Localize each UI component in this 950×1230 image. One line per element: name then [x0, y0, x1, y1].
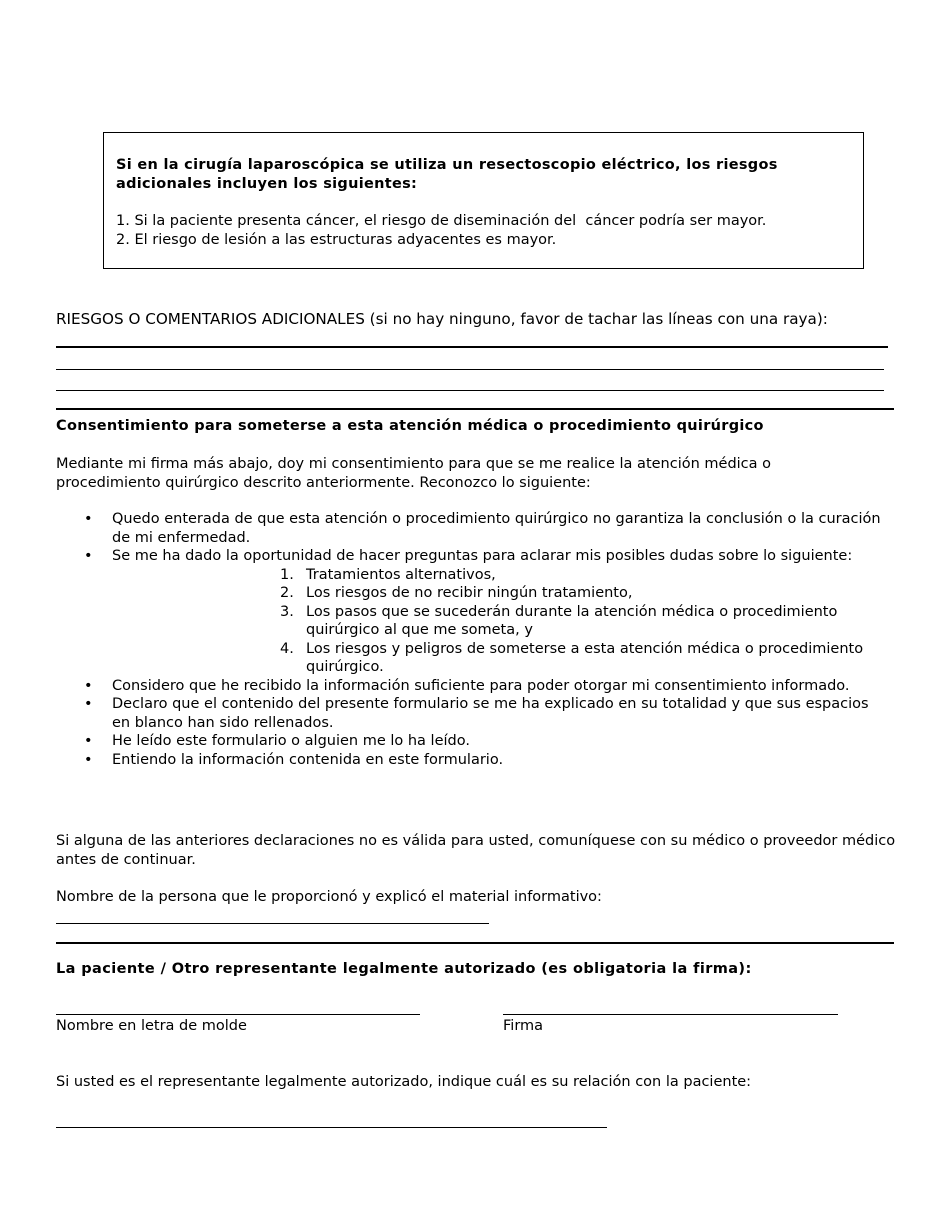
explainer-name-field[interactable] [56, 923, 489, 924]
sub-list-item: 1. Tratamientos alternativos, [280, 566, 496, 583]
list-item: • Considero que he recibido la información suficiente para poder otorgar mi consentimiento informado. [56, 677, 886, 696]
list-item: • Se me ha dado la oportunidad de hacer preguntas para aclarar mis posibles dudas sobre lo siguiente: 1. Tratamientos alternativos, 2. Los riesgos de no recibir ningún tratamiento, 3. Los pasos que se sucederán durante la atención médica o procedimiento quirúrgico al que me someta, y 4. Los riesgos y peligros de someterse a esta atención médica o procedimiento quirúrgico. [56, 547, 886, 677]
list-item: • He leído este formulario o alguien me lo ha leído. [56, 732, 886, 751]
risk-box-item-1: 1. Si la paciente presenta cáncer, el riesgo de diseminación del cáncer podría ser mayor. [116, 213, 767, 229]
relationship-label: Si usted es el representante legalmente autorizado, indique cuál es su relación con la paciente: [56, 1074, 752, 1090]
printed-name-label: Nombre en letra de molde [56, 1018, 247, 1034]
list-item: • Entiendo la información contenida en este formulario. [56, 751, 886, 770]
section-divider [56, 408, 894, 410]
question-topics [112, 566, 886, 677]
additional-risks-line-3[interactable] [56, 390, 884, 391]
sub-list-item: 2. Los riesgos de no recibir ningún tratamiento, [280, 585, 633, 601]
signature-heading: La paciente / Otro representante legalmente autorizado (es obligatoria la firma): [56, 961, 752, 977]
additional-risks-label: RIESGOS O COMENTARIOS ADICIONALES (si no hay ninguno, favor de tachar las líneas con una raya): [56, 310, 828, 328]
signature-field[interactable] [503, 1014, 838, 1015]
consent-intro: Mediante mi firma más abajo, doy mi consentimiento para que se me realice la atención médica o procedimiento quirúrgico descrito anteriormente. Reconozco lo siguiente: [56, 456, 772, 491]
risk-box-heading: Si en la cirugía laparoscópica se utiliza un resectoscopio eléctrico, los riesgos adicionales incluyen los siguientes: [116, 157, 778, 192]
additional-risks-line-2[interactable] [56, 369, 884, 370]
list-item: • Quedo enterada de que esta atención o procedimiento quirúrgico no garantiza la conclusión o la curación de mi enfermedad. [56, 510, 886, 547]
consent-acknowledgements [56, 510, 886, 769]
consent-heading: Consentimiento para someterse a esta atención médica o procedimiento quirúrgico [56, 418, 764, 434]
signature-label: Firma [503, 1018, 544, 1034]
risk-box-item-2: 2. El riesgo de lesión a las estructuras adyacentes es mayor. [116, 232, 557, 248]
additional-risks-line-1[interactable] [56, 346, 888, 348]
sub-list-item: 4. Los riesgos y peligros de someterse a esta atención médica o procedimiento quirúrgico. [280, 640, 864, 675]
relationship-field[interactable] [56, 1127, 607, 1128]
list-item: • Declaro que el contenido del presente formulario se me ha explicado en su totalidad y que sus espacios en blanco han sido rellenados. [56, 695, 886, 732]
signature-divider [56, 942, 894, 944]
explainer-name-label: Nombre de la persona que le proporcionó y explicó el material informativo: [56, 889, 602, 905]
printed-name-field[interactable] [56, 1014, 420, 1015]
consent-notice: Si alguna de las anteriores declaraciones no es válida para usted, comuníquese con su médico o proveedor médico antes de continuar. [56, 833, 896, 868]
sub-list-item: 3. Los pasos que se sucederán durante la atención médica o procedimiento quirúrgico al que me someta, y [280, 603, 838, 638]
